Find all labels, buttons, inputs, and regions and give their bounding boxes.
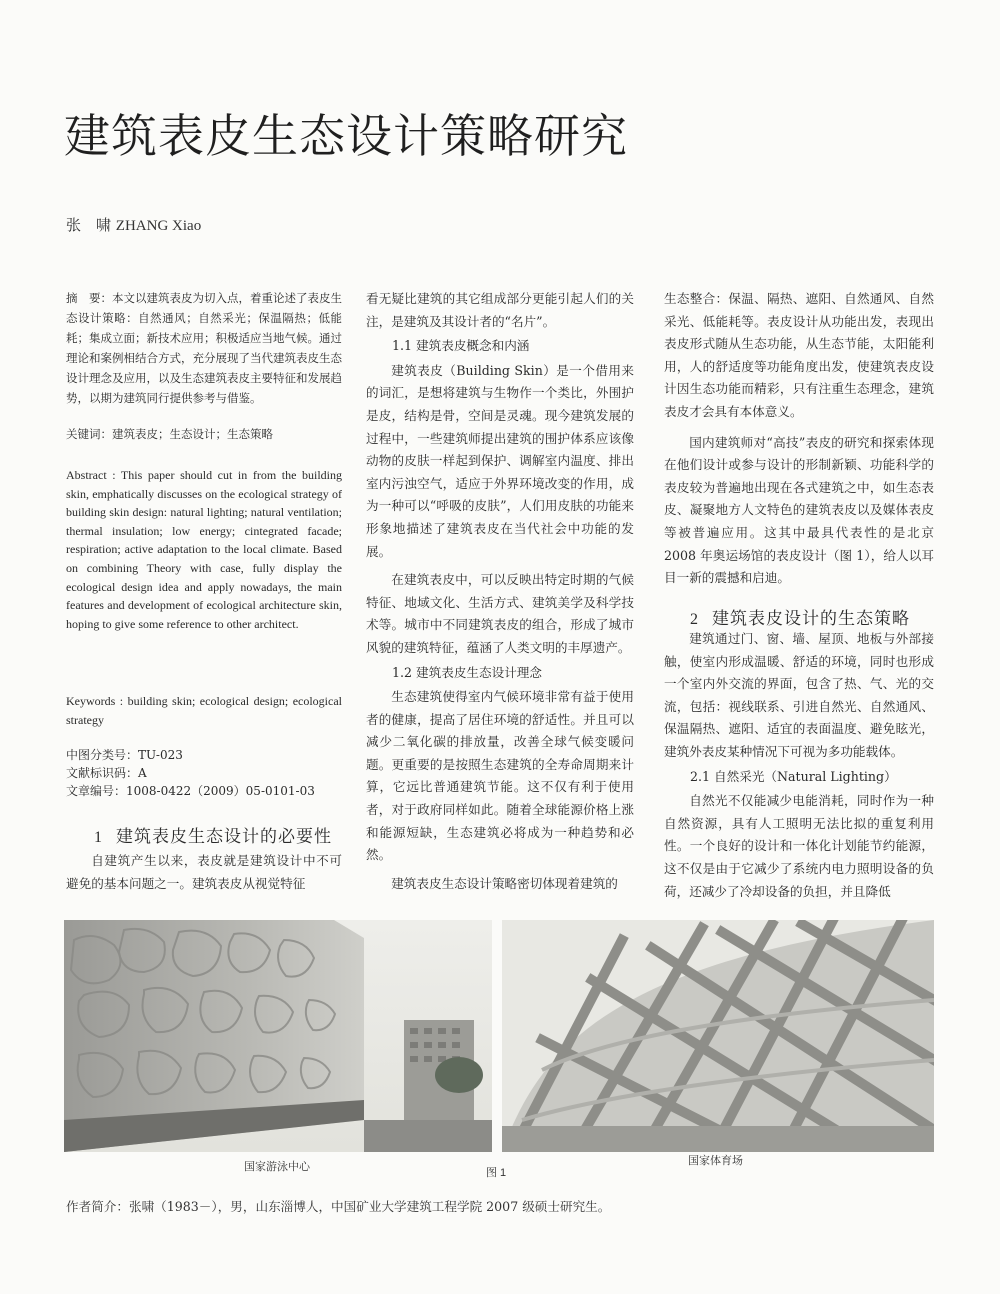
paragraph: 生态整合：保温、隔热、遮阳、自然通风、自然采光、低能耗等。表皮设计从功能出发，表现出表皮形式随从生态功能，从生态节能，太阳能利用，人的舒适度等功能角度出发，使建筑表皮设计因生态功能而精彩，只有注重生态理念，建筑表皮才会具有本体意义。	[664, 291, 934, 419]
subsection-2-1-heading: 2.1 自然采光（Natural Lighting）	[690, 768, 897, 784]
article-meta	[66, 746, 342, 800]
figure-caption-right: 国家体育场	[688, 1155, 743, 1167]
author-line	[66, 214, 201, 235]
clc-number: 中图分类号：TU-023	[66, 748, 183, 762]
paragraph: 在建筑表皮中，可以反映出特定时期的气候特征、地域文化、生活方式、建筑美学及科学技术等。城市中不同建筑表皮的组合，形成了城市风貌的建筑特征，蕴涵了人类文明的丰厚遗产。	[366, 572, 634, 655]
column-2	[366, 288, 634, 895]
paragraph: 建筑表皮（Building Skin）是一个借用来的词汇，是想将建筑与生物作一个类比，外围护是皮，结构是骨，空间是灵魂。现今建筑发展的过程中，一些建筑师提出建筑的围护体系应该像动物的皮肤一样起到保护、调解室内温度、排出室内污浊空气，适应于外界环境改变的作用，成为一种可以“呼吸的皮肤”，人们用皮肤的功能来形象地描述了建筑表皮在当代社会中功能的发展。	[366, 362, 634, 559]
subsection-1-2-heading: 1.2 建筑表皮生态设计理念	[392, 664, 542, 680]
paragraph: 看无疑比建筑的其它组成部分更能引起人们的关注，是建筑及其设计者的“名片”。	[366, 291, 634, 329]
author-name-en: ZHANG Xiao	[115, 218, 202, 234]
figure-caption-left: 国家游泳中心	[244, 1161, 310, 1173]
column-3-continued	[664, 628, 934, 903]
keywords-cn: 关键词：建筑表皮；生态设计；生态策略	[66, 427, 273, 441]
paragraph: 国内建筑师对“高技”表皮的研究和探索体现在他们设计或参与设计的形制新颖、功能科学的表皮较为普遍地出现在各式建筑之中，如生态表皮、凝聚地方人文特色的建筑表皮以及媒体表皮等被普遍应用。这其中最具代表性的是北京 2008 年奥运场馆的表皮设计（图 1），给人以耳目一新的震撼和启迪。	[664, 434, 934, 586]
column-3	[664, 288, 934, 590]
section-1-heading: 1 建筑表皮生态设计的必要性	[94, 827, 332, 847]
aquatics-center-illustration	[64, 920, 492, 1152]
abstract-cn: 摘 要：本文以建筑表皮为切入点，着重论述了表皮生态设计策略：自然通风；自然采光；保温隔热；低能耗；集成立面；新技术应用；积极适应当地气候。通过理论和案例相结合方式，充分展现了当代建筑表皮生态设计理念及应用，以及生态建筑表皮主要特征和发展趋势，以期为建筑同行提供参考与借鉴。	[66, 291, 342, 405]
section-1-paragraph: 自建筑产生以来，表皮就是建筑设计中不可避免的基本问题之一。建筑表皮从视觉特征	[66, 853, 342, 891]
paragraph: 生态建筑使得室内气候环境非常有益于使用者的健康，提高了居住环境的舒适性。并且可以减少二氧化碳的排放量，改善全球气候变暖问题。更重要的是按照生态建筑的全寿命周期来计算，它远比普通建筑节能。这不仅有利于使用者，对于政府同样如此。随着全球能源价格上涨和能源短缺，生态建筑必将成为一种趋势和必然。	[366, 689, 634, 863]
paragraph: 建筑通过门、窗、墙、屋顶、地板与外部接触，使室内形成温暖、舒适的环境，同时也形成一个室内外交流的界面，包含了热、气、光的交流，包括：视线联系、引进自然光、自然通风、保温隔热、遮阳、适宜的表面温度、避免眩光，建筑外表皮某种情况下可视为多功能载体。	[664, 631, 934, 759]
author-footnote: 作者简介：张啸（1983－），男，山东淄博人，中国矿业大学建筑工程学院 2007 级硕士研究生。	[66, 1199, 611, 1214]
national-stadium-illustration	[502, 920, 934, 1152]
figure-label: 图 1	[486, 1167, 507, 1179]
paragraph: 建筑表皮生态设计策略密切体现着建筑的	[391, 875, 618, 891]
paragraph: 自然光不仅能减少电能消耗，同时作为一种自然资源，具有人工照明无法比拟的重复利用性。一个良好的设计和一体化计划能节约能源，这不仅是由于它减少了系统内电力照明设备的负荷，还减少了冷却设备的负担，并且降低	[664, 793, 934, 899]
article-number: 文章编号：1008-0422（2009）05-0101-03	[66, 784, 315, 798]
keywords-en: Keywords : building skin; ecological design; ecological strategy	[66, 694, 342, 727]
author-name-cn: 张 啸	[66, 216, 112, 234]
photo-national-stadium	[502, 920, 934, 1152]
subsection-1-1-heading: 1.1 建筑表皮概念和内涵	[392, 338, 530, 354]
article-title: 建筑表皮生态设计策略研究	[64, 109, 628, 163]
section-2-heading: 2 建筑表皮设计的生态策略	[690, 609, 910, 629]
abstract-en: Abstract : This paper should cut in from the building skin, emphatically discusses on the ecological strategy of building skin design: natural lighting; natural ventilation; thermal insulation; low energy; cintegrated facade; respiration; active adaptation to the local climate. Based on combining Theory with case, fully display the ecological design idea and apply nowadays, the main features and development of ecological architecture skin, hoping to give some reference to other architect.	[66, 468, 342, 631]
document-code: 文献标识码：A	[66, 766, 147, 780]
photo-national-aquatics-center	[64, 920, 492, 1152]
